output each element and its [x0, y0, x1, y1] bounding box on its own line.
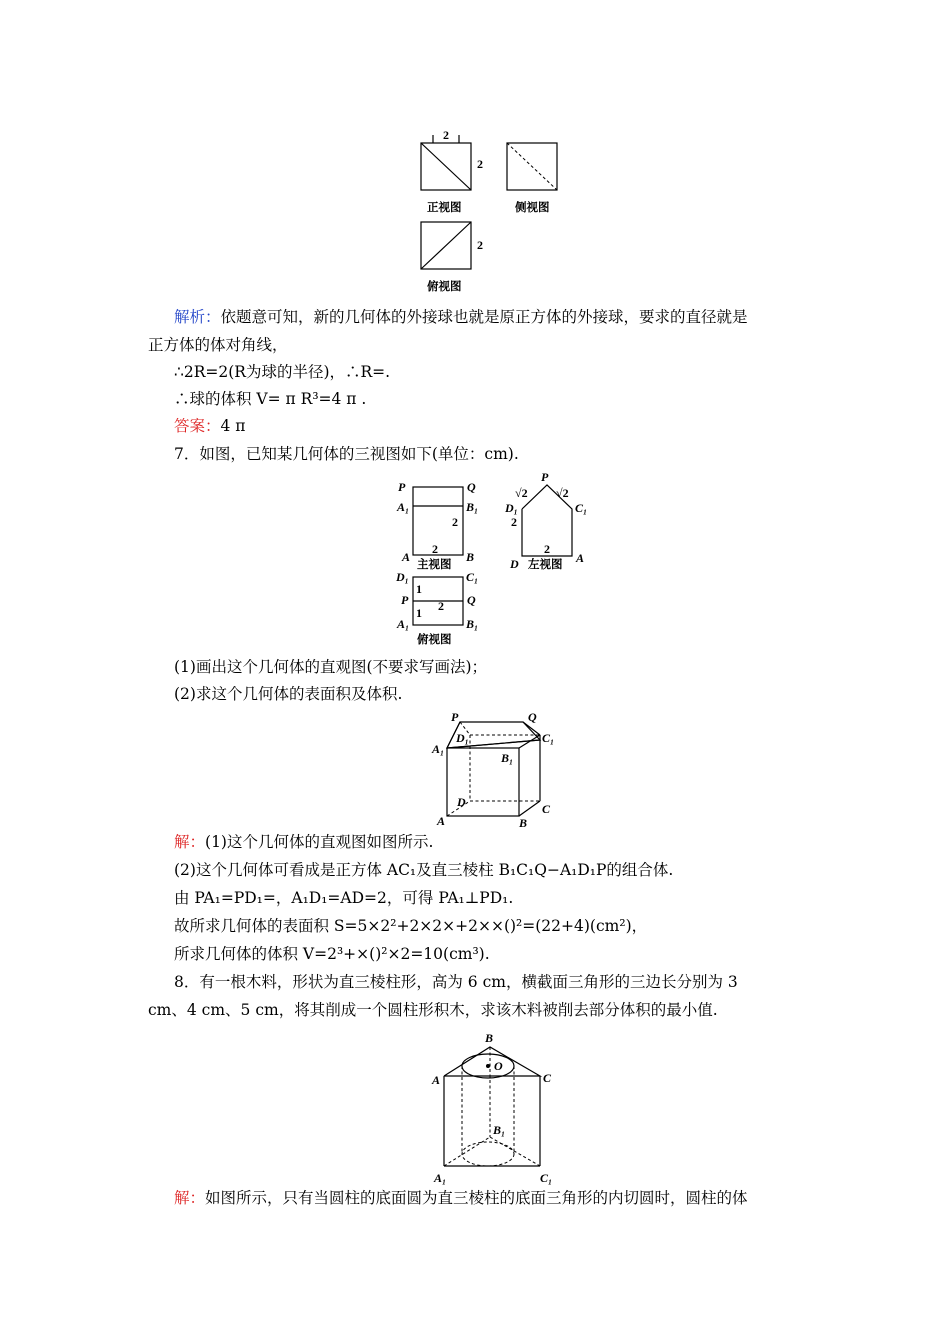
svg-text:C₁: C₁ [540, 1171, 553, 1185]
analysis-line-1: 解析：依题意可知，新的几何体的外接球也就是原正方体的外接球，要求的直径就是 [174, 308, 748, 326]
main-view-caption: 主视图 [417, 557, 452, 571]
solution-prefix: 解： [174, 833, 206, 851]
question-8-line-1: 8．有一根木料，形状为直三棱柱形，高为 6 cm，横截面三角形的三边长分别为 3 [174, 973, 738, 991]
top-view-diagonal [421, 222, 471, 269]
analysis-line-2: 正方体的体对角线， [148, 336, 288, 354]
svg-text:A₁: A₁ [434, 1171, 447, 1185]
svg-text:2: 2 [544, 542, 550, 556]
solution-7-line-3: 由 PA₁=PD₁=，A₁D₁=AD=2，可得 PA₁⊥PD₁. [174, 889, 514, 907]
svg-text:√2: √2 [556, 486, 569, 500]
svg-text:1: 1 [416, 606, 422, 620]
svg-text:D: D [457, 795, 466, 809]
svg-text:O: O [494, 1059, 503, 1073]
side-view-caption: 侧视图 [515, 200, 550, 214]
svg-text:2: 2 [452, 515, 458, 529]
svg-text:Q: Q [528, 710, 537, 724]
side-view-hidden-diagonal [507, 143, 557, 190]
question-8-line-2: cm、4 cm、5 cm，将其削成一个圆柱形积木，求该木料被削去部分体积的最小值. [148, 1001, 718, 1019]
svg-text:1: 1 [416, 582, 422, 596]
analysis-prefix: 解析： [174, 308, 221, 326]
svg-text:B: B [519, 816, 528, 830]
svg-text:B₁: B₁ [466, 500, 479, 514]
svg-text:2: 2 [432, 542, 438, 556]
svg-text:2: 2 [511, 515, 517, 529]
svg-text:B: B [485, 1031, 494, 1045]
svg-text:D₁: D₁ [456, 731, 469, 745]
question-7: 7．如图，已知某几何体的三视图如下(单位：cm). [174, 445, 519, 463]
front-view-diagonal [421, 143, 471, 190]
svg-text:A: A [437, 814, 446, 828]
svg-text:P: P [398, 480, 406, 494]
solution-7-line-2: (2)这个几何体可看成是正方体 AC₁及直三棱柱 B₁C₁Q−A₁D₁P的组合体. [174, 861, 674, 879]
three-views-figure-2 [395, 470, 587, 646]
front-view-caption: 正视图 [427, 200, 462, 214]
solution-8-line-1: 解：如图所示，只有当圆柱的底面圆为直三棱柱的底面三角形的内切圆时，圆柱的体 [174, 1189, 748, 1207]
svg-text:C₁: C₁ [466, 570, 479, 584]
svg-text:D₁: D₁ [396, 570, 409, 584]
svg-text:P: P [541, 470, 549, 484]
solution-7-line-5: 所求几何体的体积 V=2³+×()²×2=10(cm³). [174, 945, 490, 963]
svg-text:B₁: B₁ [493, 1123, 506, 1137]
answer-prefix: 答案： [174, 417, 221, 435]
svg-text:P: P [401, 593, 409, 607]
front-view-height-label: 2 [477, 157, 483, 171]
svg-text:D₁: D₁ [505, 501, 518, 515]
svg-text:Q: Q [467, 593, 476, 607]
svg-text:A₁: A₁ [397, 617, 410, 631]
svg-text:A: A [576, 551, 585, 565]
svg-text:C₁: C₁ [575, 501, 588, 515]
solution-7-line-1: 解：(1)这个几何体的直观图如图所示. [174, 833, 434, 851]
svg-text:C: C [543, 1071, 552, 1085]
left-view-caption: 左视图 [528, 557, 563, 571]
top-view-caption-2: 俯视图 [417, 632, 452, 646]
svg-text:√2: √2 [515, 486, 528, 500]
svg-text:A₁: A₁ [397, 500, 410, 514]
svg-text:A: A [432, 1073, 441, 1087]
svg-text:P: P [451, 710, 459, 724]
svg-text:Q: Q [467, 480, 476, 494]
svg-text:C: C [542, 802, 551, 816]
svg-text:A: A [402, 550, 411, 564]
cylinder-bottom-ellipse [462, 1142, 514, 1166]
svg-text:C₁: C₁ [542, 731, 555, 745]
solution-7-line-4: 故所求几何体的表面积 S=5×2²+2×2×+2××()²=(22+4)(cm²)， [174, 917, 648, 935]
svg-text:D: D [510, 557, 519, 571]
analysis-line-3: ∴2R=2(R为球的半径)，∴R=. [174, 363, 391, 381]
svg-text:2: 2 [438, 599, 444, 613]
top-view-caption: 俯视图 [427, 279, 462, 293]
front-view-width-label: 2 [443, 128, 449, 142]
svg-text:A₁: A₁ [432, 742, 445, 756]
answer-line: 答案：4 π [174, 417, 246, 435]
question-7-part-2: (2)求这个几何体的表面积及体积. [174, 685, 403, 703]
svg-text:B₁: B₁ [466, 617, 479, 631]
intuitive-view-figure [431, 710, 554, 830]
solution-8-prefix: 解： [174, 1189, 206, 1207]
question-7-part-1: (1)画出这个几何体的直观图(不要求写画法)； [174, 658, 488, 676]
prism-cylinder-figure [431, 1031, 552, 1185]
svg-text:B₁: B₁ [501, 751, 514, 765]
top-view-side-label: 2 [477, 238, 483, 252]
three-views-figure-1 [421, 128, 557, 293]
analysis-line-4: ∴球的体积 V= π R³=4 π . [174, 390, 367, 408]
svg-text:B: B [466, 550, 475, 564]
